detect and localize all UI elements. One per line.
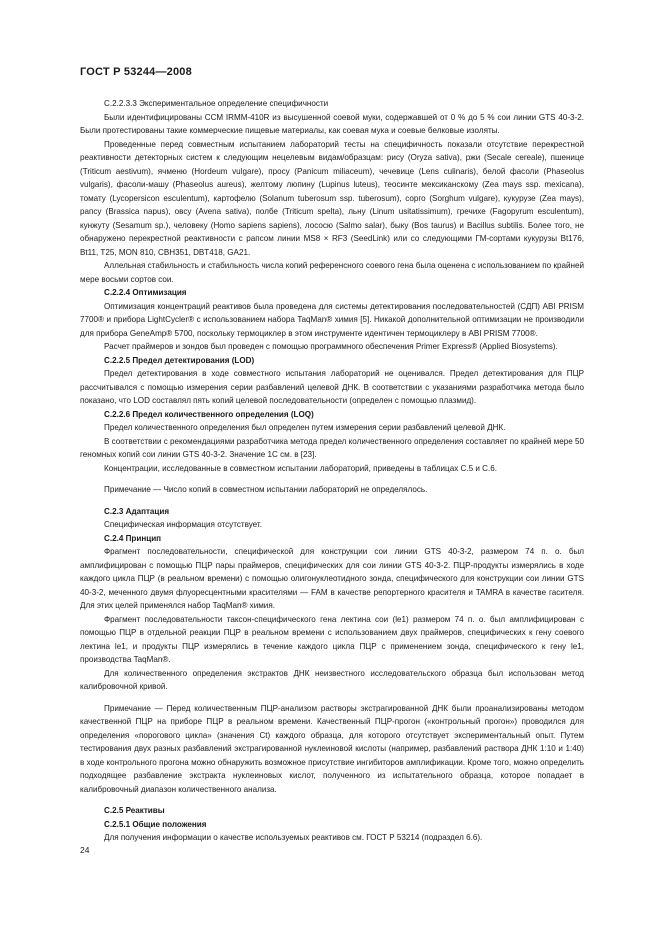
section-heading: С.2.5.1 Общие положения: [104, 819, 207, 829]
section-heading: С.2.2.6 Предел количественного определения (LOQ): [104, 409, 314, 419]
paragraph: Для получения информации о качестве используемых реактивов см. ГОСТ Р 53214 (подраздел 6.6).: [104, 833, 483, 842]
document-standard-header: ГОСТ Р 53244—2008: [80, 66, 192, 78]
paragraph: Концентрации, исследованные в совместном испытании лабораторий, приведены в таблицах С.5 и С.6.: [104, 463, 497, 473]
paragraph-specificity-species: Проведенные перед совместным испытанием лабораторий тесты на специфичность показали отсутствие перекрестной реактивности детекторных систем к следующим нецелевым видам/образцам: рису (Oryza sativa), ржи (Secale cereale), пшенице (Triticum aestivum), ячменю (Hordeum vulgare), просу (Panicum miliaceum), чечевице (Lens culinaris), белой фасоли (Phaseolus vulgaris), фасоли-машу (Phaseolus aureus), желтому люпину (Lupinus luteus), теосинте мексиканскому (Zea mays ssp. mexicana), томату (Lycopersicon esculentum), картофелю (Solanum tuberosum ssp. tuberosum), сорго (Sorghum vulgare), кукурузе (Zea mays), рапсу (Brassica napus), овсу (Avena sativa), полбе (Triticum spelta), льну (Linum usitatissimum), гречихе (Fagopyrum esculentum), кунжуту (Sesamum sp.), человеку (Homo sapiens sapiens), лососю (Salmo salar), быку (Bos taurus) и Bacillus subtilis. Более того, не обнаружено перекрестной реактивности с рапсом линии MS8 × RF3 (SeedLink) или со следующими ГМ-сортами кукурузы Bt176, Bt11, T25, MON 810, CBH351, DBT418, GA21.: [80, 139, 584, 257]
note: Примечание — Перед количественным ПЦР-анализом растворы экстрагированной ДНК были проанализированы методом качественной ПЦР на приборе ПЦР в реальном времени. Качественный ПЦР-прогон («контрольный прогон») проводился для определения «порогового цикла» (значения Ct) каждого образца, для которого отсутствует экспериментальный опыт. Путем тестирования двух разных разбавлений экстрагированной нуклеиновой кислоты (например, разбавлений раствора ДНК 1:10 и 1:40) в ходе контрольного прогона можно обнаружить возможное присутствие ингибиторов амплификации. Кроме того, можно определить подходящее разбавление экстракта нуклеиновых кислот, полученного из испытательного образца, которое попадает в калибровочный диапазон количественного анализа.: [80, 703, 584, 794]
paragraph: Предел количественного определения был определен путем измерения серии разбавлений целевой ДНК.: [104, 423, 506, 432]
paragraph: Предел детектирования в ходе совместного испытания лабораторий не оценивался. Предел детектирования для ПЦР рассчитывался с помощью измерения серии разбавлений целевой ДНК. В соответствии с указаниями разработчика метода было показано, что LOD составлял пять копий целевой последовательности (определен с помощью плазмид).: [80, 369, 584, 405]
note: Примечание — Число копий в совместном испытании лабораторий не определялось.: [104, 485, 428, 494]
section-heading: С.2.3 Адаптация: [104, 506, 170, 516]
page-number: 24: [80, 845, 90, 855]
section-heading: С.2.2.5 Предел детектирования (LOD): [104, 355, 255, 365]
section-heading: С.2.5 Реактивы: [104, 806, 165, 815]
document-body: [80, 97, 584, 845]
paragraph: Для количественного определения экстрактов ДНК неизвестного исследовательского образца был использован метод калибровочной кривой.: [80, 668, 584, 691]
paragraph: Специфическая информация отсутствует.: [104, 520, 262, 529]
paragraph: Расчет праймеров и зондов был проведен с помощью программного обеспечения Primer Express® (Applied Biosystems).: [104, 342, 558, 351]
paragraph: В соответствии с рекомендациями разработчика метода предел количественного определения составляет по крайней мере 50 геномных копий сои линии GTS 40-3-2. Значение 1С см. в [23].: [80, 436, 584, 459]
section-heading: С.2.4 Принцип: [104, 533, 162, 543]
section-heading: С.2.2.4 Оптимизация: [104, 288, 187, 297]
section-heading: С.2.2.3.3 Экспериментальное определение специфичности: [104, 99, 329, 108]
paragraph: Фрагмент последовательности, специфической для конструкции сои линии GTS 40-3-2, размером 74 п. о. был амплифицирован с помощью ПЦР пары праймеров, специфических для сои линии GTS 40-3-2. ПЦР-продукты измерялись в ходе каждого цикла ПЦР (в реальном времени) с помощью олигонуклеотидного зонда, специфического для конструкции сои линии GTS 40-3-2, меченного двумя флуоресцентными красителями — FAM в качестве репортерного красителя и TAMRA в качестве гасителя. Для этих целей применялся набор TaqMan® химия.: [80, 547, 584, 610]
paragraph: Фрагмент последовательности таксон-специфического гена лектина сои (le1) размером 74 п. о. был амплифицирован с помощью ПЦР в отдельной реакции ПЦР в реальном времени с использованием двух праймеров, специфических к гену соевого лектина le1, и продукты ПЦР измерялись в течение каждого цикла ПЦР с применением зонда, специфического к гену le1, производства TaqMan®.: [80, 614, 584, 664]
paragraph: Оптимизация концентраций реактивов была проведена для системы детектирования последовательностей (СДП) ABI PRISM 7700® и прибора LightCycler® с использованием набора TaqMan® химия [5]. Никакой дополнительной оптимизации не производили для прибора GeneAmp® 5700, поскольку термоциклер в этом инструменте идентичен термоциклеру в ABI PRISM 7700®.: [80, 301, 584, 338]
paragraph: Аллельная стабильность и стабильность числа копий референсного соевого гена была оценена с использованием по крайней мере восьми сортов сои.: [80, 261, 584, 284]
paragraph: Были идентифицированы ССМ IRMM-410R из высушенной соевой муки, содержавшей от 0 % до 5 % сои линии GTS 40-3-2. Были протестированы такие коммерческие пищевые материалы, как соевая мука и соевые белковые изоляты.: [80, 112, 584, 135]
